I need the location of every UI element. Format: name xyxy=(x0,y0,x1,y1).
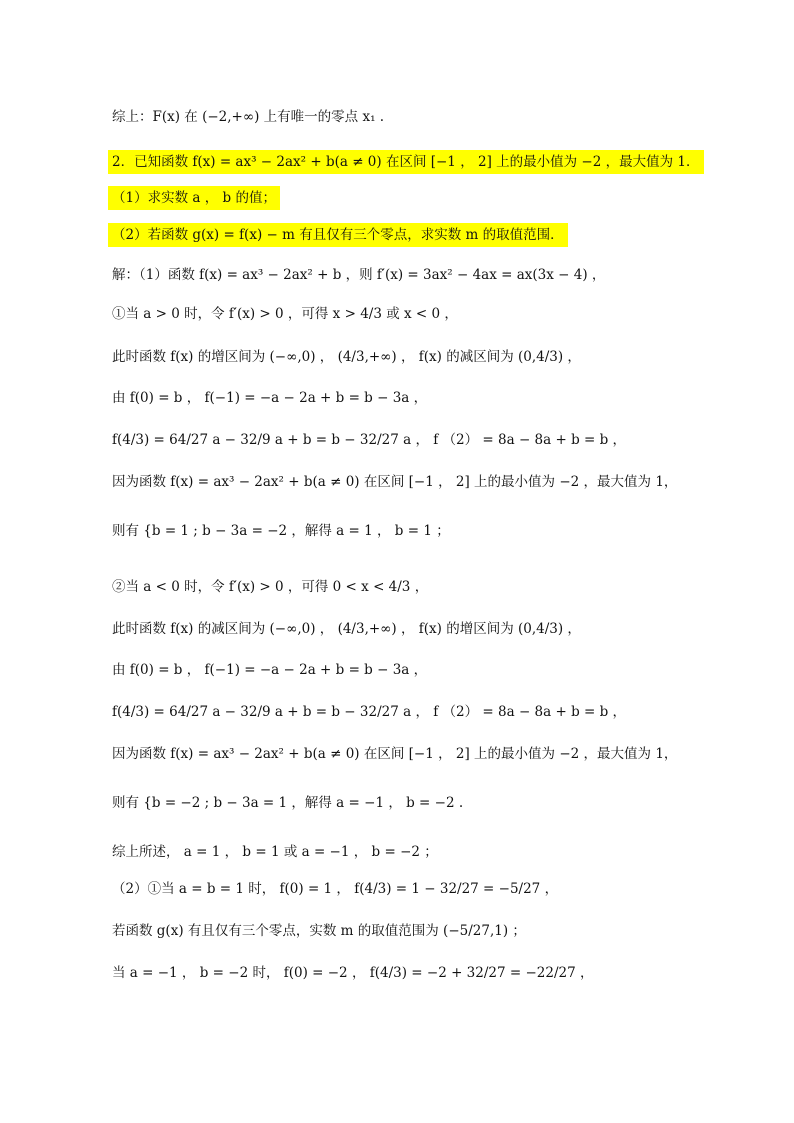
text-line-19: （2）①当 a = b = 1 时， f(0) = 1 ， f(4/3) = 1 − 32/27 = −5/27 ， xyxy=(112,881,559,897)
text-line-9: f(4/3) = 64/27 a − 32/9 a + b = b − 32/27 a ， f （2） = 8a − 8a + b = b ， xyxy=(112,432,627,448)
text-line-16: 因为函数 f(x) = ax³ − 2ax² + b(a ≠ 0) 在区间 [−1 ， 2] 上的最小值为 −2 ，最大值为 1， xyxy=(112,746,678,762)
text-line-11: 则有 {b = 1 ; b − 3a = −2 ，解得 a = 1 ， b = 1 ； xyxy=(112,523,450,539)
text-line-5: 解：（1）函数 f(x) = ax³ − 2ax² + b ，则 f′(x) = 3ax² − 4ax = ax(3x − 4) ， xyxy=(112,267,606,283)
text-line-10: 因为函数 f(x) = ax³ − 2ax² + b(a ≠ 0) 在区间 [−1 ， 2] 上的最小值为 −2 ，最大值为 1， xyxy=(112,474,678,490)
text-line-8: 由 f(0) = b ， f(−1) = −a − 2a + b = b − 3a ， xyxy=(112,390,428,406)
text-line-7: 此时函数 f(x) 的增区间为 (−∞,0) ， (4/3,+∞) ， f(x) 的减区间为 (0,4/3) ， xyxy=(112,349,581,365)
text-line-1: 综上：F(x) 在 (−2,+∞) 上有唯一的零点 x₁ . xyxy=(112,109,385,125)
text-line-2: 2．已知函数 f(x) = ax³ − 2ax² + b(a ≠ 0) 在区间 [−1 ， 2] 上的最小值为 −2 ，最大值为 1． xyxy=(108,150,704,174)
text-line-21: 当 a = −1 ， b = −2 时， f(0) = −2 ， f(4/3) = −2 + 32/27 = −22/27 ， xyxy=(112,965,594,981)
text-line-17: 则有 {b = −2 ; b − 3a = 1 ，解得 a = −1 ， b = −2 . xyxy=(112,795,464,811)
text-line-15: f(4/3) = 64/27 a − 32/9 a + b = b − 32/27 a ， f （2） = 8a − 8a + b = b ， xyxy=(112,704,627,720)
text-line-18: 综上所述， a = 1 ， b = 1 或 a = −1 ， b = −2 ； xyxy=(112,844,438,860)
text-line-6: ①当 a > 0 时，令 f′(x) > 0 ，可得 x > 4/3 或 x < 0 ， xyxy=(112,306,458,322)
text-line-4: （2）若函数 g(x) = f(x) − m 有且仅有三个零点，求实数 m 的取值范围． xyxy=(108,223,568,247)
text-line-3: （1）求实数 a ， b 的值； xyxy=(108,186,280,210)
text-line-14: 由 f(0) = b ， f(−1) = −a − 2a + b = b − 3a ， xyxy=(112,662,428,678)
text-line-13: 此时函数 f(x) 的减区间为 (−∞,0) ， (4/3,+∞) ， f(x) 的增区间为 (0,4/3) ， xyxy=(112,621,581,637)
text-line-12: ②当 a < 0 时，令 f′(x) > 0 ，可得 0 < x < 4/3 ， xyxy=(112,579,429,595)
text-line-20: 若函数 g(x) 有且仅有三个零点，实数 m 的取值范围为 (−5/27,1) ； xyxy=(112,923,526,939)
